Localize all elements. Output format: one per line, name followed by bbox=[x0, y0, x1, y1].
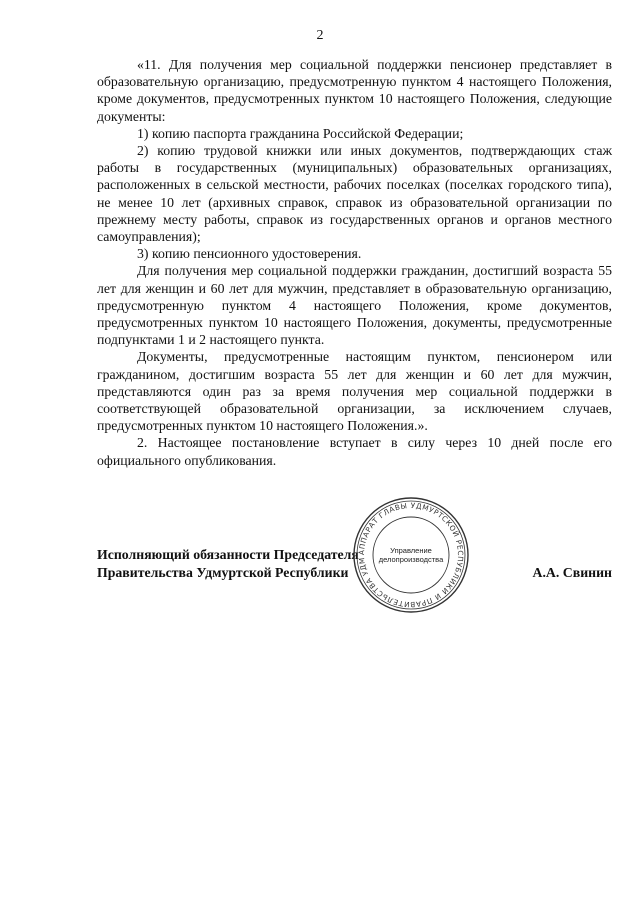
page-number: 2 bbox=[316, 28, 324, 43]
paragraph: Для получения мер социальной поддержки гражданин, достигший возраста 55 лет для женщин и 60 лет для мужчин, представляет в образовательную организацию, предусмотренную пунктом 4 настоящего Положения, кроме документов, предусмотренных пунктом 10 настоящего Положения, документы, предусмотренные подпунктами 1 и 2 настоящего пункта. bbox=[97, 263, 612, 348]
paragraph: 1) копию паспорта гражданина Российской Федерации; bbox=[137, 125, 464, 141]
paragraph: 3) копию пенсионного удостоверения. bbox=[137, 246, 362, 262]
signatory-title-line1: Исполняющий обязанности Председателя bbox=[97, 547, 359, 562]
stamp-center-line2: делопроизводства bbox=[378, 555, 444, 564]
signatory-title-line2: Правительства Удмуртской Республики bbox=[97, 565, 349, 580]
stamp-center-line1: Управление bbox=[390, 546, 432, 555]
paragraph: «11. Для получения мер социальной поддержки пенсионер представляет в образовательную организацию, предусмотренную пунктом 4 настоящего Положения, кроме документов, предусмотренных пунктом 10 настоящего Положения, следующие документы: bbox=[97, 57, 612, 124]
document-body bbox=[97, 56, 612, 469]
stamp-ring-text: АППАРАТ ГЛАВЫ УДМУРТСКОЙ РЕСПУБЛИКИ И ПРАВИТЕЛЬСТВА УДМ bbox=[356, 500, 466, 610]
paragraph: Документы, предусмотренные настоящим пунктом, пенсионером или гражданином, достигшим возраста 55 лет для женщин и 60 лет для мужчин, представляются один раз за время получения мер социальной поддержки в соответствующей образовательной организации, за исключением случаев, предусмотренных пунктом 10 настоящего Положения.». bbox=[97, 349, 612, 434]
paragraph: 2) копию трудовой книжки или иных документов, подтверждающих стаж работы в государственных (муниципальных) образовательных организациях, расположенных в сельской местности, рабочих поселках (поселках городского типа), не менее 10 лет (архивных справок, справок из образовательной организации по прежнему месту работы, справок из государственных органов и органов местного самоуправления); bbox=[97, 143, 612, 245]
stamp-center-text bbox=[352, 546, 470, 564]
paragraph: 2. Настоящее постановление вступает в силу через 10 дней после его официального опубликования. bbox=[97, 435, 612, 468]
official-stamp bbox=[352, 496, 470, 614]
signatory-name: А.А. Свинин bbox=[532, 565, 612, 580]
